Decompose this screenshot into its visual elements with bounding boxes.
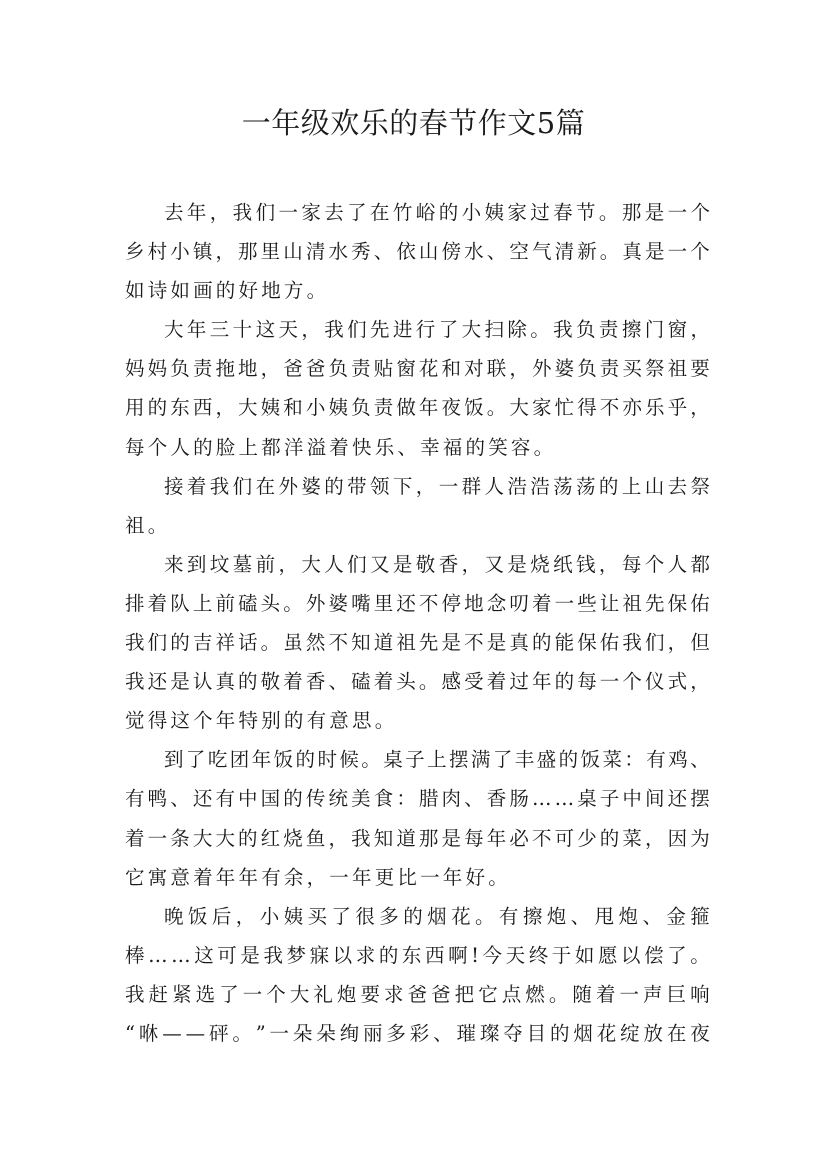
text-line: 着 一 条 大 大 的 红 烧 鱼 ， 我 知 道 那 是 每 年 必 不 可 少 的 菜 ， 因 为	[125, 826, 710, 850]
text-line: 祖。	[125, 513, 171, 537]
text-line: 我 还 是 认 真 的 敬 着 香 、 磕 着 头 。 感 受 着 过 年 的 每 一 个 仪 式 ，	[125, 670, 710, 694]
text-line: “ 咻 — — 砰 。 ” 一 朵 朵 绚 丽 多 彩 、 璀 璨 夺 目 的 烟 花 绽 放 在 夜	[125, 1021, 710, 1045]
text-line: 有 鸭 、 还 有 中 国 的 传 统 美 食 ： 腊 肉 、 香 肠 … … 桌 子 中 间 还 摆	[125, 787, 710, 811]
text-line: 我 们 的 吉 祥 话 。 虽 然 不 知 道 祖 先 是 不 是 真 的 能 保 佑 我 们 ， 但	[125, 631, 710, 655]
text-line: 如诗如画的好地方。	[125, 279, 330, 303]
text-line: 它寓意着年年有余，一年更比一年好。	[125, 865, 511, 889]
text-line: 到 了 吃 团 年 饭 的 时 候 。 桌 子 上 摆 满 了 丰 盛 的 饭 菜 ： 有 鸡 、	[164, 748, 710, 772]
text-line: 大 年 三 十 这 天 ， 我 们 先 进 行 了 大 扫 除 。 我 负 责 擦 门 窗 ，	[164, 318, 710, 342]
text-line: 去 年 ， 我 们 一 家 去 了 在 竹 峪 的 小 姨 家 过 春 节 。 那 是 一 个	[164, 201, 710, 224]
text-line: 妈 妈 负 责 拖 地 ， 爸 爸 负 责 贴 窗 花 和 对 联 ， 外 婆 负 责 买 祭 祖 要	[125, 357, 710, 381]
text-line: 我 赶 紧 选 了 一 个 大 礼 炮 要 求 爸 爸 把 它 点 燃 。 随 着 一 声 巨 响	[125, 982, 710, 1006]
text-line: 棒 … … 这 可 是 我 梦 寐 以 求 的 东 西 啊 ! 今 天 终 于 如 愿 以 偿 了 。	[125, 943, 710, 967]
text-line: 晚 饭 后 ， 小 姨 买 了 很 多 的 烟 花 。 有 擦 炮 、 甩 炮 、 金 箍	[164, 904, 710, 928]
document-title: 一年级欢乐的春节作文5篇	[241, 106, 586, 140]
text-line: 接 着 我 们 在 外 婆 的 带 领 下 ， 一 群 人 浩 浩 荡 荡 的 上 山 去 祭	[164, 474, 710, 498]
text-line: 用 的 东 西 ， 大 姨 和 小 姨 负 责 做 年 夜 饭 。 大 家 忙 得 不 亦 乐 乎 ，	[125, 396, 710, 420]
text-line: 来 到 坟 墓 前 ， 大 人 们 又 是 敬 香 ， 又 是 烧 纸 钱 ， 每 个 人 都	[164, 552, 710, 576]
text-line: 排 着 队 上 前 磕 头 。 外 婆 嘴 里 还 不 停 地 念 叨 着 一 些 让 祖 先 保 佑	[125, 591, 710, 615]
text-line: 觉得这个年特别的有意思。	[125, 709, 398, 733]
document-body	[125, 193, 710, 1053]
text-line: 每个人的脸上都洋溢着快乐、幸福的笑容。	[125, 435, 557, 459]
text-line: 乡 村 小 镇 ， 那 里 山 清 水 秀 、 依 山 傍 水 、 空 气 清 新 。 真 是 一 个	[125, 240, 710, 264]
